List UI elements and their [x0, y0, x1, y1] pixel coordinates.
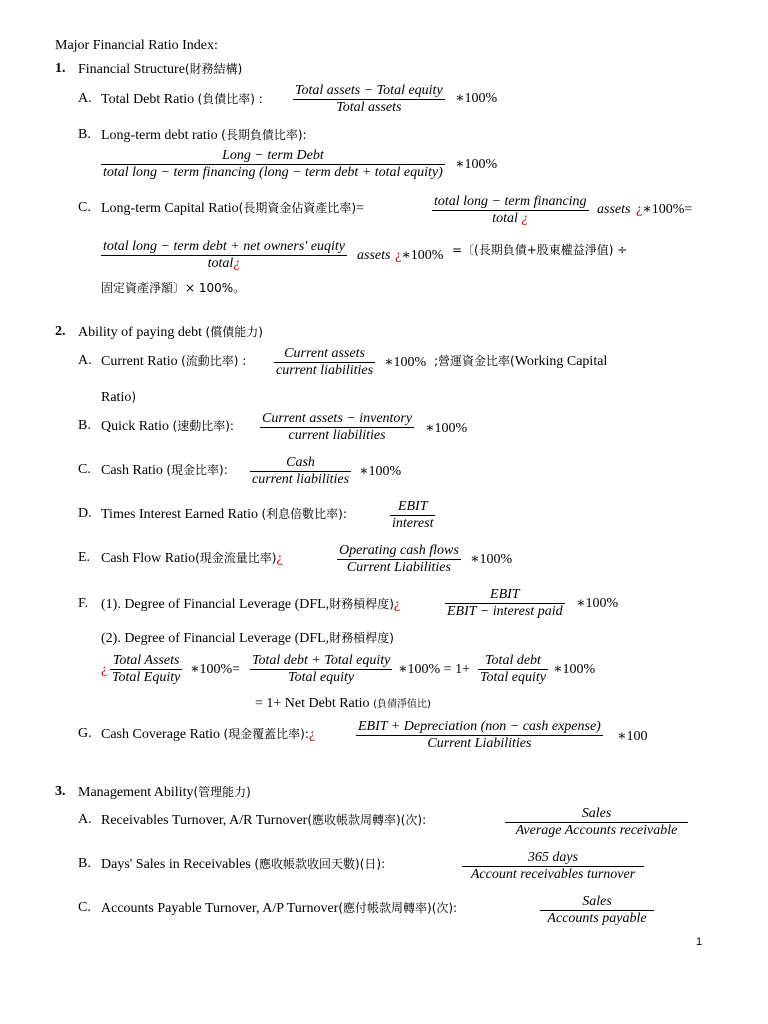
- receivables-turnover-formula: Sales Average Accounts receivable: [505, 806, 688, 839]
- total-debt-ratio-multiplier: ∗100%: [455, 91, 498, 106]
- dfl-2-marker: ¿: [101, 662, 108, 677]
- quick-ratio-label: Quick Ratio (速動比率):: [101, 419, 234, 434]
- dfl-2-formula-2: Total debt + Total equity Total equity: [252, 653, 391, 685]
- receivables-turnover-label: Receivables Turnover, A/R Turnover(應收帳款周轉率)(次):: [101, 813, 427, 828]
- current-ratio-multiplier: ∗100%: [384, 355, 427, 370]
- days-sales-receivables-formula: 365 days Account receivables turnover: [462, 850, 644, 883]
- days-sales-receivables-label: Days' Sales in Receivables (應收帳款收回天數)(日):: [101, 857, 386, 872]
- capital-ratio-chinese-definition-cont: 固定資產淨額〕× 100%。: [101, 281, 246, 295]
- cash-flow-ratio-formula: Operating cash flows Current Liabilities: [339, 543, 459, 575]
- item-2g-marker: G.: [78, 726, 92, 741]
- item-2f-marker: F.: [78, 596, 89, 611]
- cash-coverage-ratio-multiplier: ∗100: [617, 729, 648, 744]
- quick-ratio-multiplier: ∗100%: [425, 421, 468, 436]
- item-1c-marker: C.: [78, 200, 91, 215]
- capital-ratio-chinese-definition: =〔(長期負債+股東權益淨值) ÷: [452, 243, 628, 257]
- cash-flow-ratio-multiplier: ∗100%: [470, 552, 513, 567]
- net-debt-ratio-line: = 1+ Net Debt Ratio (負債淨值比): [255, 696, 431, 711]
- page-number: 1: [696, 936, 703, 948]
- item-3b-marker: B.: [78, 856, 91, 871]
- assets-term-1: assets: [597, 202, 631, 217]
- item-2a-marker: A.: [78, 353, 92, 368]
- working-capital-ratio-label-cont: Ratio): [101, 390, 137, 405]
- section-2-title: Ability of paying debt (償債能力): [78, 325, 263, 340]
- cash-ratio-multiplier: ∗100%: [359, 464, 402, 479]
- total-debt-ratio-formula: Total assets − Total equity Total assets: [295, 83, 443, 115]
- item-1b-marker: B.: [78, 127, 91, 142]
- payables-turnover-label: Accounts Payable Turnover, A/P Turnover(應付帳款周轉率)(次):: [101, 901, 458, 916]
- multiplier-1: ¿∗100%=: [636, 202, 693, 217]
- dfl-2-label: (2). Degree of Financial Leverage (DFL,財務槓桿度): [101, 631, 394, 646]
- section-2-number: 2.: [55, 324, 66, 339]
- long-term-debt-ratio-formula: Long − term Debt total long − term financing (long − term debt + total equity): [103, 148, 443, 180]
- item-2d-marker: D.: [78, 506, 92, 521]
- current-ratio-formula: Current assets current liabilities: [276, 346, 374, 378]
- item-1a-marker: A.: [78, 91, 92, 106]
- dfl-1-multiplier: ∗100%: [576, 596, 619, 611]
- dfl-1-formula: EBIT EBIT − interest paid: [447, 587, 563, 619]
- long-term-capital-ratio-formula-1: total long − term financing total ¿: [434, 194, 587, 226]
- dfl-2-multiplier-2: ∗100% = 1+: [398, 662, 470, 677]
- cash-coverage-ratio-label: Cash Coverage Ratio (現金覆蓋比率):¿: [101, 727, 316, 742]
- long-term-capital-ratio-formula-2: total long − term debt + net owners' euqity total¿: [103, 239, 345, 271]
- long-term-debt-ratio-label: Long-term debt ratio (長期負債比率):: [101, 128, 307, 143]
- dfl-1-label: (1). Degree of Financial Leverage (DFL,財務槓桿度)¿: [101, 597, 401, 612]
- assets-term-2: assets: [357, 248, 391, 263]
- item-2c-marker: C.: [78, 462, 91, 477]
- section-3-title: Management Ability(管理能力): [78, 785, 251, 800]
- cash-coverage-ratio-formula: EBIT + Depreciation (non − cash expense) Current Liabilities: [358, 719, 601, 751]
- cash-flow-ratio-label: Cash Flow Ratio(現金流量比率)¿: [101, 551, 283, 566]
- total-debt-ratio-label: Total Debt Ratio (負債比率) :: [101, 92, 263, 107]
- page-heading: Major Financial Ratio Index:: [55, 38, 218, 53]
- long-term-capital-ratio-label: Long-term Capital Ratio(長期資金佔資產比率)=: [101, 201, 364, 216]
- dfl-2-multiplier-3: ∗100%: [553, 662, 596, 677]
- current-ratio-label: Current Ratio (流動比率) :: [101, 354, 247, 369]
- working-capital-ratio-label: ;營運資金比率(Working Capital: [434, 354, 608, 369]
- long-term-debt-ratio-multiplier: ∗100%: [455, 157, 498, 172]
- section-3-number: 3.: [55, 784, 66, 799]
- cash-ratio-formula: Cash current liabilities: [252, 455, 350, 487]
- payables-turnover-formula: Sales Accounts payable: [540, 894, 654, 927]
- quick-ratio-formula: Current assets − inventory current liabilities: [262, 411, 413, 443]
- item-3c-marker: C.: [78, 900, 91, 915]
- dfl-2-formula-3: Total debt Total equity: [480, 653, 546, 685]
- dfl-2-formula-1: Total Assets Total Equity: [112, 653, 181, 685]
- multiplier-2: ¿∗100%: [395, 248, 444, 263]
- section-1-title: Financial Structure(財務結構): [78, 62, 243, 77]
- section-1-number: 1.: [55, 61, 66, 76]
- cash-ratio-label: Cash Ratio (現金比率):: [101, 463, 228, 478]
- times-interest-earned-label: Times Interest Earned Ratio (利息倍數比率):: [101, 507, 347, 522]
- item-2e-marker: E.: [78, 550, 91, 565]
- times-interest-earned-formula: EBIT interest: [392, 499, 434, 531]
- item-3a-marker: A.: [78, 812, 92, 827]
- item-2b-marker: B.: [78, 418, 91, 433]
- dfl-2-multiplier-1: ∗100%=: [190, 662, 241, 677]
